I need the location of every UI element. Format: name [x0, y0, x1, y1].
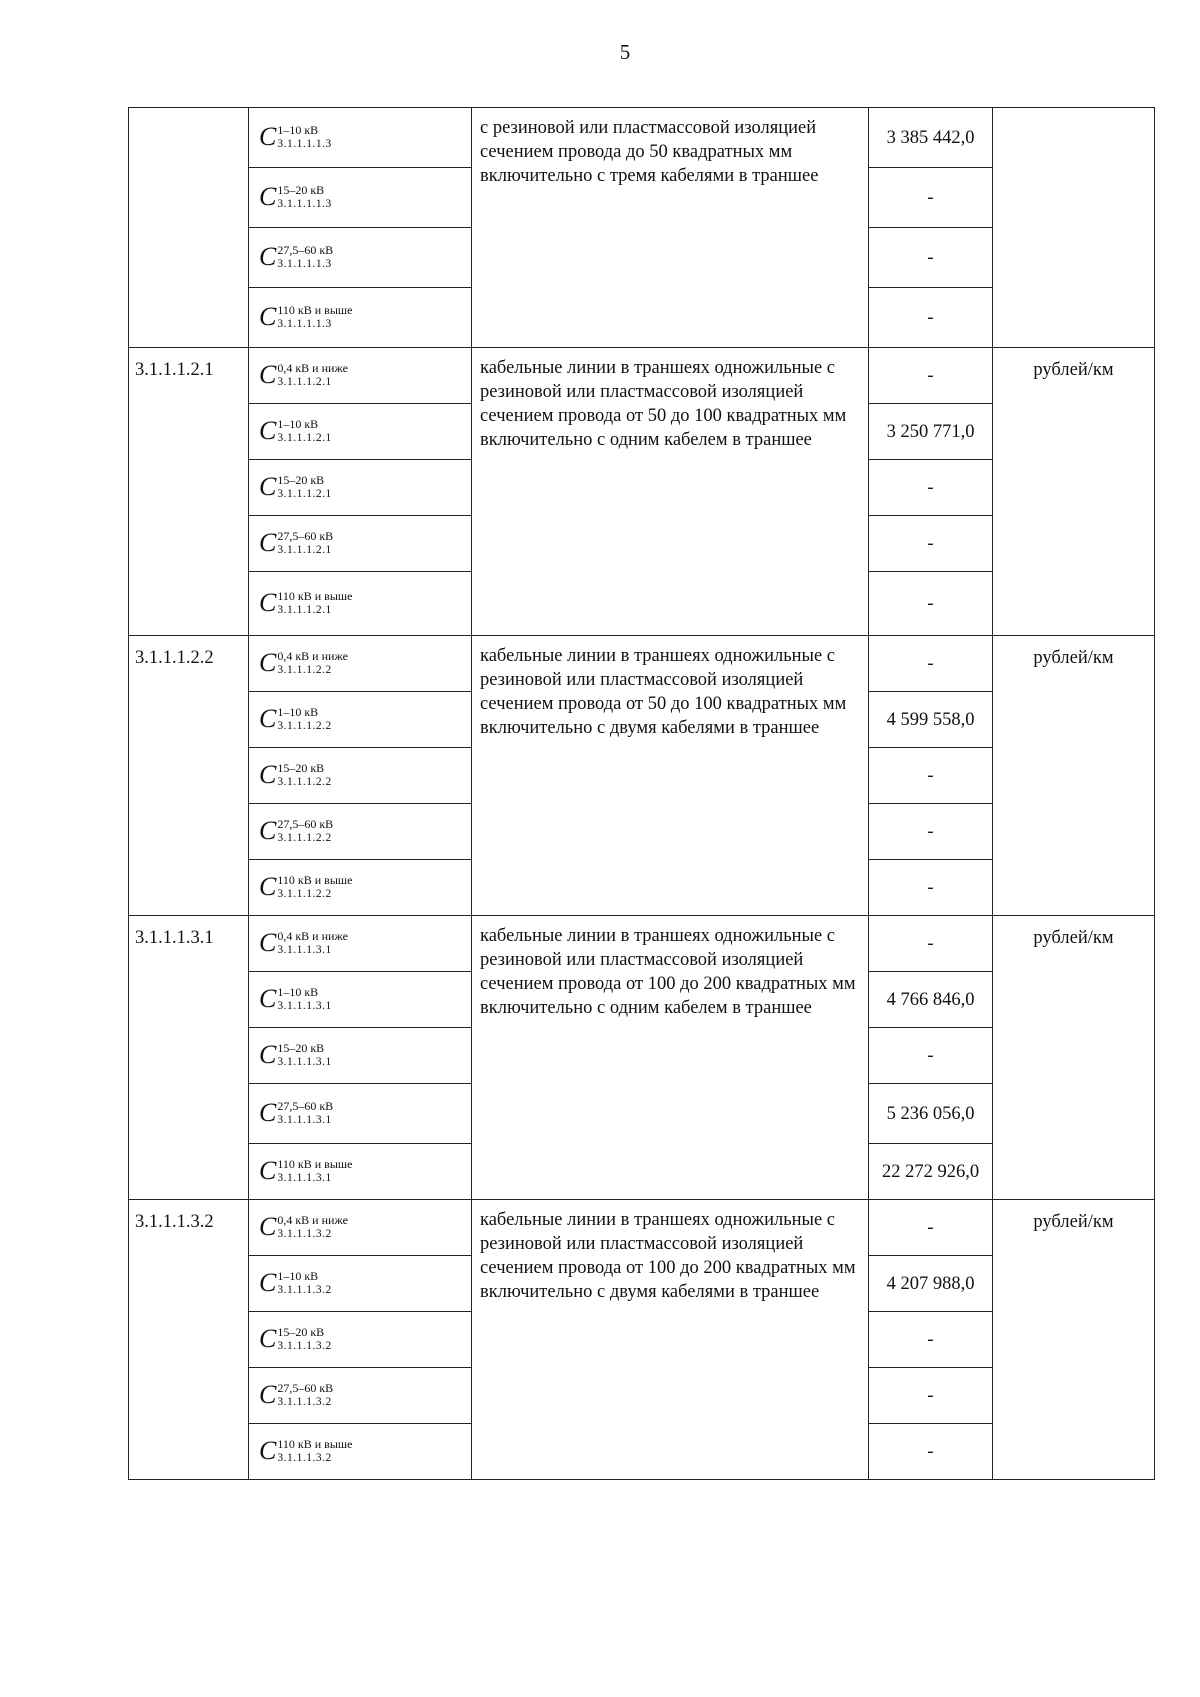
rate-value-cell: 3 250 771,0: [869, 404, 993, 460]
item-index-subscript: 3.1.1.1.1.3: [277, 198, 332, 210]
item-code-cell: 3.1.1.1.2.1: [129, 348, 249, 636]
rate-value-cell: -: [869, 860, 993, 916]
voltage-class-superscript: 1–10 кВ: [277, 985, 319, 999]
rate-symbol-scripts: [277, 761, 331, 788]
rate-symbol-cell: [249, 228, 472, 288]
voltage-class-superscript: 1–10 кВ: [277, 417, 319, 431]
voltage-class-superscript: 27,5–60 кВ: [277, 529, 334, 543]
rate-value-cell: -: [869, 1312, 993, 1368]
rate-symbol-scripts: [277, 1099, 333, 1126]
rate-symbol-scripts: [277, 529, 333, 556]
rate-symbol-cell: [249, 516, 472, 572]
item-index-subscript: 3.1.1.1.1.3: [277, 318, 332, 330]
voltage-class-superscript: 110 кВ и выше: [277, 1157, 353, 1171]
rate-symbol-letter: C: [259, 416, 277, 445]
rate-symbol-letter: C: [259, 1436, 277, 1465]
voltage-class-superscript: 110 кВ и выше: [277, 873, 353, 887]
item-code-cell: 3.1.1.1.3.1: [129, 916, 249, 1200]
rate-value-cell: 3 385 442,0: [869, 108, 993, 168]
rate-symbol-scripts: [277, 1157, 352, 1184]
rate-symbol-letter: C: [259, 360, 277, 389]
rate-symbol-scripts: [277, 929, 348, 956]
rate-value-cell: 4 766 846,0: [869, 972, 993, 1028]
item-index-subscript: 3.1.1.1.2.2: [277, 776, 332, 788]
rate-symbol-scripts: [277, 589, 352, 616]
rate-symbol: [259, 761, 332, 789]
rate-symbol-scripts: [277, 873, 352, 900]
rate-symbol-scripts: [277, 183, 331, 210]
voltage-class-superscript: 27,5–60 кВ: [277, 817, 334, 831]
item-code-cell: [129, 108, 249, 348]
item-index-subscript: 3.1.1.1.3.1: [277, 1114, 332, 1126]
rate-symbol: [259, 649, 348, 677]
rate-symbol-letter: C: [259, 1380, 277, 1409]
unit-cell: [993, 108, 1155, 348]
item-index-subscript: 3.1.1.1.3.1: [277, 1172, 332, 1184]
voltage-class-superscript: 0,4 кВ и ниже: [277, 649, 348, 663]
item-index-subscript: 3.1.1.1.1.3: [277, 138, 332, 150]
description-cell: кабельные линии в траншеях одножильные с резиновой или пластмассовой изоляцией сечением провода от 100 до 200 квадратных мм включительно с одним кабелем в траншее: [472, 916, 869, 1200]
item-code-cell: 3.1.1.1.3.2: [129, 1200, 249, 1480]
table-row: [129, 636, 1155, 692]
rate-symbol: [259, 1213, 348, 1241]
rate-value-cell: -: [869, 748, 993, 804]
voltage-class-superscript: 0,4 кВ и ниже: [277, 361, 348, 375]
rate-symbol-scripts: [277, 361, 348, 388]
rate-symbol-scripts: [277, 705, 331, 732]
voltage-class-superscript: 0,4 кВ и ниже: [277, 929, 348, 943]
rate-value-cell: -: [869, 516, 993, 572]
rate-value-cell: -: [869, 228, 993, 288]
rate-symbol-scripts: [277, 243, 333, 270]
rate-symbol: [259, 705, 332, 733]
voltage-class-superscript: 15–20 кВ: [277, 1041, 325, 1055]
unit-cell: рублей/км: [993, 916, 1155, 1200]
rate-symbol-letter: C: [259, 1098, 277, 1127]
rate-symbol-letter: C: [259, 528, 277, 557]
table-row: [129, 108, 1155, 168]
rate-symbol-letter: C: [259, 1268, 277, 1297]
voltage-class-superscript: 27,5–60 кВ: [277, 1099, 334, 1113]
rate-symbol-letter: C: [259, 1156, 277, 1185]
rate-symbol-letter: C: [259, 872, 277, 901]
rate-symbol-letter: C: [259, 984, 277, 1013]
rate-symbol-letter: C: [259, 472, 277, 501]
description-cell: с резиновой или пластмассовой изоляцией сечением провода до 50 квадратных мм включительно с тремя кабелями в траншее: [472, 108, 869, 348]
rate-symbol-letter: C: [259, 648, 277, 677]
tariff-table-body: [129, 108, 1155, 1480]
item-index-subscript: 3.1.1.1.3.2: [277, 1228, 332, 1240]
item-code-cell: 3.1.1.1.2.2: [129, 636, 249, 916]
item-index-subscript: 3.1.1.1.2.2: [277, 720, 332, 732]
table-row: [129, 1200, 1155, 1256]
item-index-subscript: 3.1.1.1.3.2: [277, 1396, 332, 1408]
rate-symbol-cell: [249, 916, 472, 972]
item-index-subscript: 3.1.1.1.2.2: [277, 832, 332, 844]
item-index-subscript: 3.1.1.1.3.1: [277, 1056, 332, 1068]
rate-symbol-letter: C: [259, 302, 277, 331]
rate-symbol-scripts: [277, 1041, 331, 1068]
item-index-subscript: 3.1.1.1.2.1: [277, 432, 332, 444]
rate-value-cell: -: [869, 916, 993, 972]
unit-cell: рублей/км: [993, 348, 1155, 636]
rate-symbol-letter: C: [259, 122, 277, 151]
rate-symbol-cell: [249, 1368, 472, 1424]
rate-value-cell: 5 236 056,0: [869, 1084, 993, 1144]
item-index-subscript: 3.1.1.1.3.1: [277, 1000, 332, 1012]
rate-symbol: [259, 1437, 352, 1465]
voltage-class-superscript: 27,5–60 кВ: [277, 243, 334, 257]
item-index-subscript: 3.1.1.1.2.1: [277, 376, 332, 388]
item-index-subscript: 3.1.1.1.3.1: [277, 944, 332, 956]
rate-symbol: [259, 473, 332, 501]
item-index-subscript: 3.1.1.1.2.1: [277, 604, 332, 616]
item-index-subscript: 3.1.1.1.2.2: [277, 664, 332, 676]
item-index-subscript: 3.1.1.1.2.2: [277, 888, 332, 900]
rate-symbol-letter: C: [259, 1324, 277, 1353]
voltage-class-superscript: 0,4 кВ и ниже: [277, 1213, 348, 1227]
rate-symbol-letter: C: [259, 928, 277, 957]
rate-symbol-cell: [249, 972, 472, 1028]
rate-symbol-cell: [249, 288, 472, 348]
rate-symbol-scripts: [277, 817, 333, 844]
voltage-class-superscript: 110 кВ и выше: [277, 589, 353, 603]
rate-symbol: [259, 1269, 332, 1297]
rate-value-cell: -: [869, 348, 993, 404]
voltage-class-superscript: 1–10 кВ: [277, 1269, 319, 1283]
rate-symbol-letter: C: [259, 760, 277, 789]
rate-value-cell: -: [869, 1200, 993, 1256]
rate-symbol: [259, 929, 348, 957]
rate-symbol-letter: C: [259, 588, 277, 617]
item-index-subscript: 3.1.1.1.3.2: [277, 1452, 332, 1464]
rate-symbol-cell: [249, 168, 472, 228]
rate-symbol: [259, 589, 352, 617]
rate-symbol-cell: [249, 636, 472, 692]
rate-symbol-cell: [249, 804, 472, 860]
rate-symbol-cell: [249, 748, 472, 804]
rate-symbol-letter: C: [259, 1212, 277, 1241]
unit-cell: рублей/км: [993, 1200, 1155, 1480]
rate-value-cell: 22 272 926,0: [869, 1144, 993, 1200]
item-index-subscript: 3.1.1.1.1.3: [277, 258, 332, 270]
rate-value-cell: -: [869, 636, 993, 692]
rate-value-cell: -: [869, 460, 993, 516]
rate-symbol-scripts: [277, 303, 352, 330]
rate-symbol: [259, 985, 332, 1013]
rate-symbol: [259, 1381, 333, 1409]
rate-symbol: [259, 1157, 352, 1185]
description-cell: кабельные линии в траншеях одножильные с резиновой или пластмассовой изоляцией сечением провода от 50 до 100 квадратных мм включительно с одним кабелем в траншее: [472, 348, 869, 636]
rate-symbol-cell: [249, 1200, 472, 1256]
rate-symbol-scripts: [277, 123, 331, 150]
rate-symbol-cell: [249, 1084, 472, 1144]
rate-value-cell: -: [869, 804, 993, 860]
rate-value-cell: -: [869, 1424, 993, 1480]
tariff-table: [128, 107, 1155, 1480]
item-index-subscript: 3.1.1.1.3.2: [277, 1284, 332, 1296]
rate-symbol-cell: [249, 1144, 472, 1200]
rate-symbol: [259, 417, 332, 445]
item-index-subscript: 3.1.1.1.2.1: [277, 488, 332, 500]
description-cell: кабельные линии в траншеях одножильные с резиновой или пластмассовой изоляцией сечением провода от 50 до 100 квадратных мм включительно с двумя кабелями в траншее: [472, 636, 869, 916]
rate-symbol-scripts: [277, 1213, 348, 1240]
voltage-class-superscript: 110 кВ и выше: [277, 1437, 353, 1451]
rate-symbol-scripts: [277, 417, 331, 444]
rate-symbol-letter: C: [259, 182, 277, 211]
voltage-class-superscript: 15–20 кВ: [277, 473, 325, 487]
rate-symbol: [259, 529, 333, 557]
rate-symbol: [259, 1325, 332, 1353]
description-cell: кабельные линии в траншеях одножильные с резиновой или пластмассовой изоляцией сечением провода от 100 до 200 квадратных мм включительно с двумя кабелями в траншее: [472, 1200, 869, 1480]
rate-symbol-letter: C: [259, 1040, 277, 1069]
item-index-subscript: 3.1.1.1.3.2: [277, 1340, 332, 1352]
page-number: 5: [619, 40, 631, 64]
rate-value-cell: 4 599 558,0: [869, 692, 993, 748]
rate-symbol: [259, 183, 332, 211]
voltage-class-superscript: 110 кВ и выше: [277, 303, 353, 317]
rate-symbol-cell: [249, 1028, 472, 1084]
table-row: [129, 916, 1155, 972]
rate-symbol: [259, 1099, 333, 1127]
rate-symbol-cell: [249, 1256, 472, 1312]
rate-symbol-cell: [249, 460, 472, 516]
voltage-class-superscript: 1–10 кВ: [277, 705, 319, 719]
rate-symbol-scripts: [277, 1381, 333, 1408]
voltage-class-superscript: 27,5–60 кВ: [277, 1381, 334, 1395]
rate-symbol-scripts: [277, 985, 331, 1012]
item-index-subscript: 3.1.1.1.2.1: [277, 544, 332, 556]
rate-symbol-letter: C: [259, 704, 277, 733]
voltage-class-superscript: 15–20 кВ: [277, 1325, 325, 1339]
rate-symbol: [259, 303, 352, 331]
rate-value-cell: -: [869, 168, 993, 228]
rate-value-cell: -: [869, 572, 993, 636]
voltage-class-superscript: 1–10 кВ: [277, 123, 319, 137]
voltage-class-superscript: 15–20 кВ: [277, 183, 325, 197]
rate-symbol: [259, 361, 348, 389]
rate-symbol-cell: [249, 572, 472, 636]
rate-value-cell: -: [869, 1028, 993, 1084]
rate-symbol-scripts: [277, 473, 331, 500]
rate-symbol-cell: [249, 108, 472, 168]
rate-symbol: [259, 817, 333, 845]
rate-symbol-scripts: [277, 1325, 331, 1352]
rate-value-cell: -: [869, 1368, 993, 1424]
rate-symbol-letter: C: [259, 816, 277, 845]
table-row: [129, 348, 1155, 404]
rate-symbol-cell: [249, 692, 472, 748]
rate-symbol: [259, 123, 332, 151]
rate-symbol-cell: [249, 1424, 472, 1480]
rate-symbol: [259, 243, 333, 271]
rate-symbol-scripts: [277, 1269, 331, 1296]
rate-symbol-cell: [249, 860, 472, 916]
unit-cell: рублей/км: [993, 636, 1155, 916]
rate-symbol-cell: [249, 1312, 472, 1368]
rate-symbol-cell: [249, 404, 472, 460]
rate-symbol-scripts: [277, 1437, 352, 1464]
voltage-class-superscript: 15–20 кВ: [277, 761, 325, 775]
rate-symbol: [259, 873, 352, 901]
rate-symbol-scripts: [277, 649, 348, 676]
rate-symbol: [259, 1041, 332, 1069]
rate-symbol-cell: [249, 348, 472, 404]
rate-value-cell: 4 207 988,0: [869, 1256, 993, 1312]
rate-value-cell: -: [869, 288, 993, 348]
rate-symbol-letter: C: [259, 242, 277, 271]
